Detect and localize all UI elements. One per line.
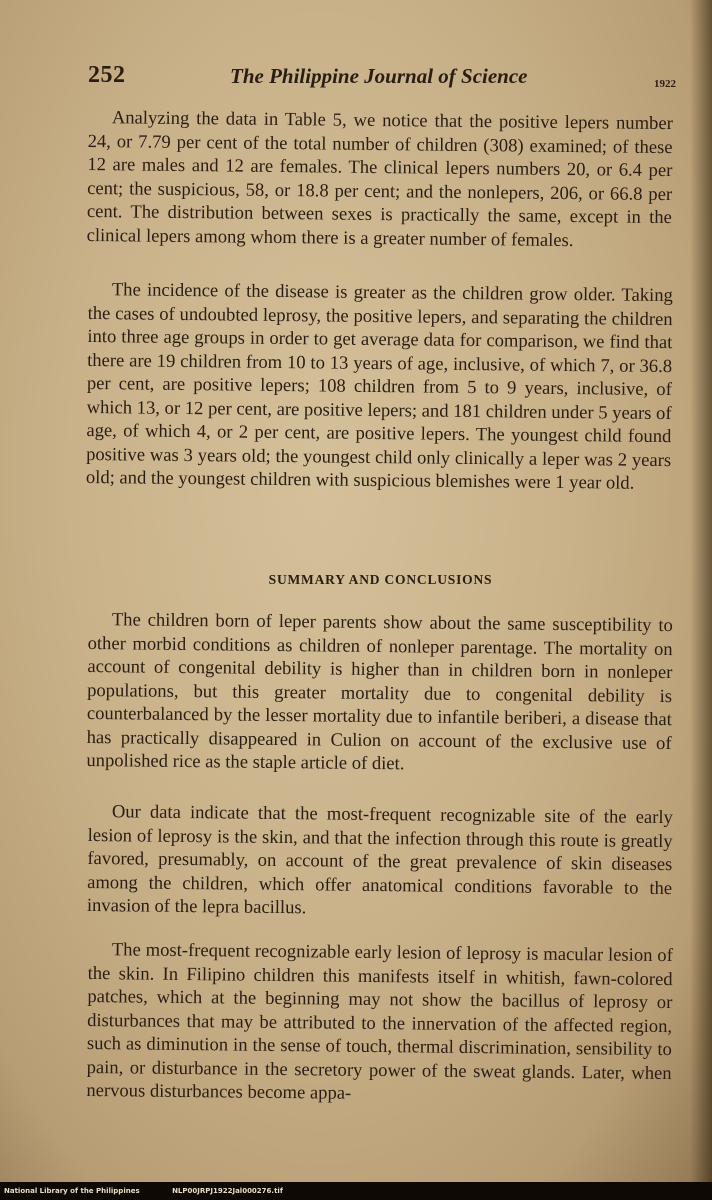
running-title: The Philippine Journal of Science	[230, 64, 528, 88]
page-edge-shadow	[690, 0, 712, 1200]
library-credit: National Library of the Philippines	[4, 1187, 140, 1195]
section-heading-summary: SUMMARY AND CONCLUSIONS	[268, 572, 493, 587]
scan-footer	[0, 1182, 712, 1200]
file-identifier: NLP00JRPJ1922Jal000276.tif	[172, 1187, 283, 1195]
paragraph-macular-lesion: The most-frequent recognizable early lesion of leprosy is macular lesion of the skin. In Filipino children this manifests itself in whitish, fawn-colored patches, which at the beginning may not show the bacillus of leprosy or disturbances that may be attributed to the innervation of the affected region, such as diminution in the sense of touch, thermal discrimination, sensibility to pain, or disturbance in the secretory power of the sweat glands. Later, when nervous disturbances become appa-	[86, 939, 673, 1104]
paragraph-table-5-analysis: Analyzing the data in Table 5, we notice that the positive lepers number 24, or 7.79 per cent of the total number of children (308) examined; of these 12 are males and 12 are females. The clinical lepers numbers 20, or 6.4 per cent; the suspicious, 58, or 18.8 per cent; and the nonlepers, 206, or 66.8 per cent. The distribution between sexes is practically the same, except in the clinical lepers among whom there is a greater number of females.	[86, 107, 673, 251]
page-number: 252	[88, 62, 126, 88]
paragraph-susceptibility: The children born of leper parents show about the same susceptibility to other morbid conditions as children of nonleper parentage. The mortality on account of congenital debility is higher than in children born in nonleper populations, but this greater mortality due to congenital debility is counterbalanced by the lesser mortality due to infantile beriberi, a disease that has practically disappeared in Culion on account of the exclusive use of unpolished rice as the staple article of diet.	[86, 609, 673, 775]
paragraph-age-incidence: The incidence of the disease is greater as the children grow older. Taking the cases of undoubted leprosy, the positive lepers, and separating the children into three age groups in order to get average data for comparison, we find that there are 19 children from 10 to 13 years of age, inclusive, of which 7, or 36.8 per cent, are positive lepers; 108 children from 5 to 9 years, inclusive, of which 13, or 12 per cent, are positive lepers; and 181 children under 5 years of age, of which 4, or 2 per cent, are positive lepers. The youngest child found positive was 3 years old; the youngest child only clinically a leper was 2 years old; and the youngest children with suspicious blemishes were 1 year old.	[85, 279, 673, 494]
publication-year: 1922	[654, 78, 676, 90]
page-header	[88, 62, 688, 102]
paragraph-lesion-site: Our data indicate that the most-frequent recognizable site of the early lesion of leprosy is the skin, and that the infection through this route is greatly favored, presumably, on account of the great prevalence of skin diseases among the children, which offer anatomical conditions favorable to the invasion of the lepra bacillus.	[86, 801, 673, 919]
